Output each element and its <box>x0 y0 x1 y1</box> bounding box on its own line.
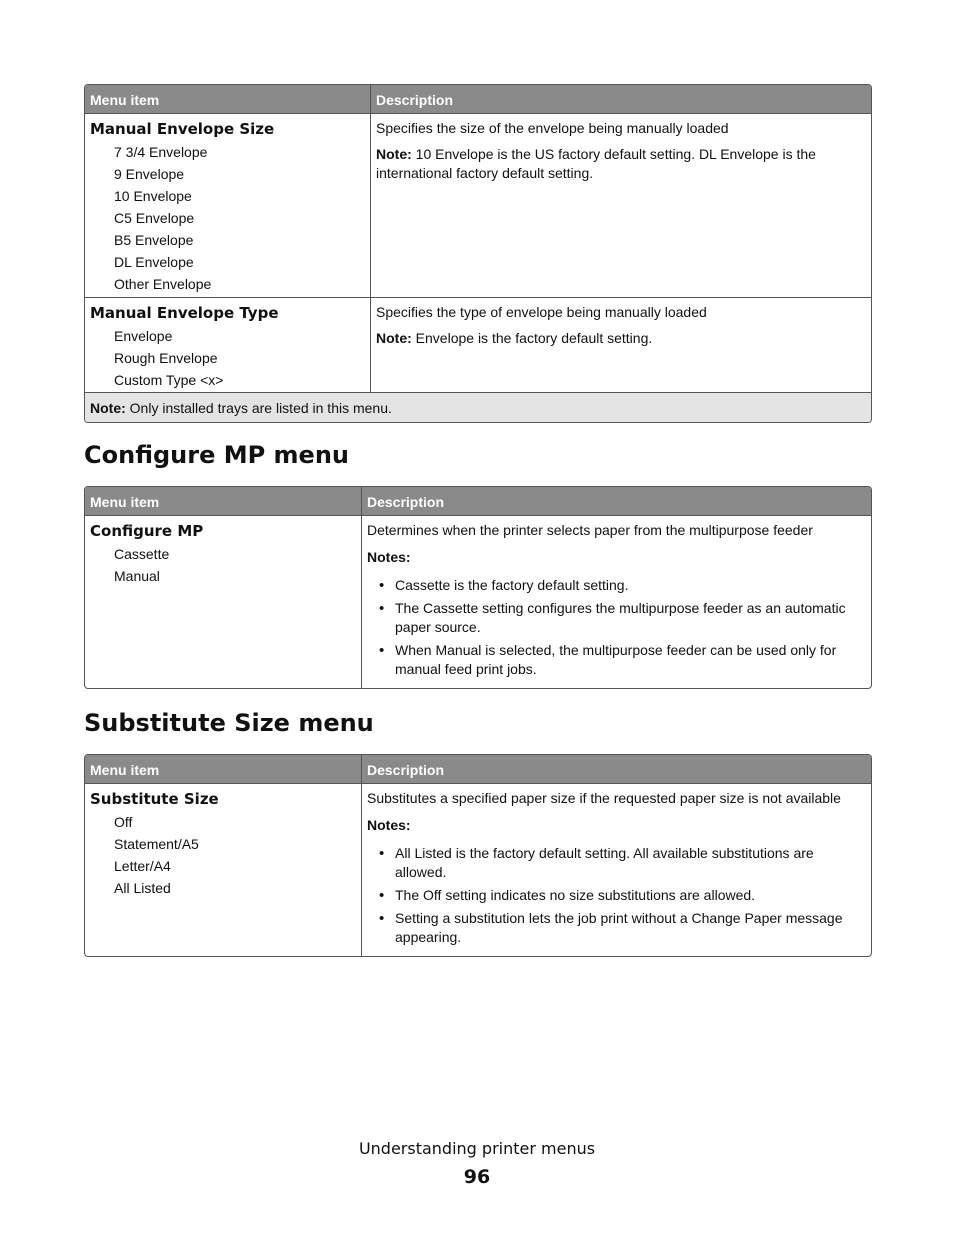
column-header-description: Description <box>367 762 445 778</box>
column-header-menu-item: Menu item <box>85 487 362 515</box>
notes-list <box>367 844 866 947</box>
description-text: Specifies the size of the envelope being manually loaded <box>376 120 729 136</box>
column-header-description: Description <box>376 92 454 108</box>
table-header <box>85 85 871 114</box>
section-heading-substitute-size: Substitute Size menu <box>84 709 374 737</box>
menu-option: C5 Envelope <box>114 210 195 226</box>
notes-list <box>367 576 866 679</box>
menu-option: Off <box>114 814 133 830</box>
menu-option: 7 3/4 Envelope <box>114 144 208 160</box>
menu-option: B5 Envelope <box>114 232 194 248</box>
description-cell <box>362 784 871 956</box>
table-row <box>85 114 871 298</box>
list-item: • Setting a substitution lets the job print without a Change Paper message appearing. <box>367 909 866 947</box>
description-cell <box>371 298 871 392</box>
section-heading-configure-mp: Configure MP menu <box>84 441 349 469</box>
table-row <box>85 298 871 393</box>
list-item: • The Off setting indicates no size substitutions are allowed. <box>367 886 866 905</box>
menu-item-cell <box>85 784 362 956</box>
footnote-label: Note: <box>90 400 126 416</box>
list-item: • When Manual is selected, the multipurpose feeder can be used only for manual feed print jobs. <box>367 641 866 679</box>
list-item: • All Listed is the factory default setting. All available substitutions are allowed. <box>367 844 866 882</box>
menu-item-cell <box>85 114 371 297</box>
description-text: Substitutes a specified paper size if the requested paper size is not available <box>367 790 841 806</box>
menu-item-title: Substitute Size <box>90 790 219 808</box>
table-row <box>85 516 871 688</box>
footnote-body: Only installed trays are listed in this menu. <box>125 400 392 416</box>
substitute-size-table <box>84 754 872 957</box>
configure-mp-table <box>84 486 872 689</box>
menu-option: DL Envelope <box>114 254 194 270</box>
column-header-menu-item: Menu item <box>85 85 371 113</box>
menu-option: Letter/A4 <box>114 858 171 874</box>
menu-item-cell <box>85 298 371 392</box>
column-header-menu-item: Menu item <box>85 755 362 783</box>
menu-option: Manual <box>114 568 160 584</box>
footer-chapter-title: Understanding printer menus <box>358 1139 596 1158</box>
menu-option: 10 Envelope <box>114 188 192 204</box>
menu-item-cell <box>85 516 362 688</box>
menu-option: Rough Envelope <box>114 350 218 366</box>
description-cell <box>371 114 871 297</box>
list-item: • Cassette is the factory default setting. <box>367 576 866 595</box>
description-text: Determines when the printer selects paper from the multipurpose feeder <box>367 522 813 538</box>
description-cell <box>362 516 871 688</box>
column-header-description: Description <box>367 494 445 510</box>
page-number: 96 <box>463 1166 491 1188</box>
menu-option: Other Envelope <box>114 276 212 292</box>
menu-item-title: Manual Envelope Size <box>90 120 275 138</box>
menu-option: Custom Type <x> <box>114 372 224 388</box>
menu-item-title: Configure MP <box>90 522 204 540</box>
menu-option: 9 Envelope <box>114 166 185 182</box>
menu-item-title: Manual Envelope Type <box>90 304 279 322</box>
menu-option: Cassette <box>114 546 170 562</box>
note-body: 10 Envelope is the US factory default setting. DL Envelope is the international factory default setting. <box>376 146 816 181</box>
notes-label: Notes: <box>367 549 411 565</box>
table-header <box>85 487 871 516</box>
notes-label: Notes: <box>367 817 411 833</box>
menu-option: Envelope <box>114 328 173 344</box>
table-footnote <box>85 393 871 422</box>
menu-option: All Listed <box>114 880 171 896</box>
note-text <box>376 329 866 348</box>
manual-envelope-table <box>84 84 872 423</box>
description-text: Specifies the type of envelope being manually loaded <box>376 304 707 320</box>
note-label: Note: <box>376 330 412 346</box>
note-text <box>376 145 866 183</box>
list-item: • The Cassette setting configures the multipurpose feeder as an automatic paper source. <box>367 599 866 637</box>
menu-option: Statement/A5 <box>114 836 199 852</box>
note-label: Note: <box>376 146 412 162</box>
table-row <box>85 784 871 956</box>
table-header <box>85 755 871 784</box>
note-body: Envelope is the factory default setting. <box>411 330 653 346</box>
